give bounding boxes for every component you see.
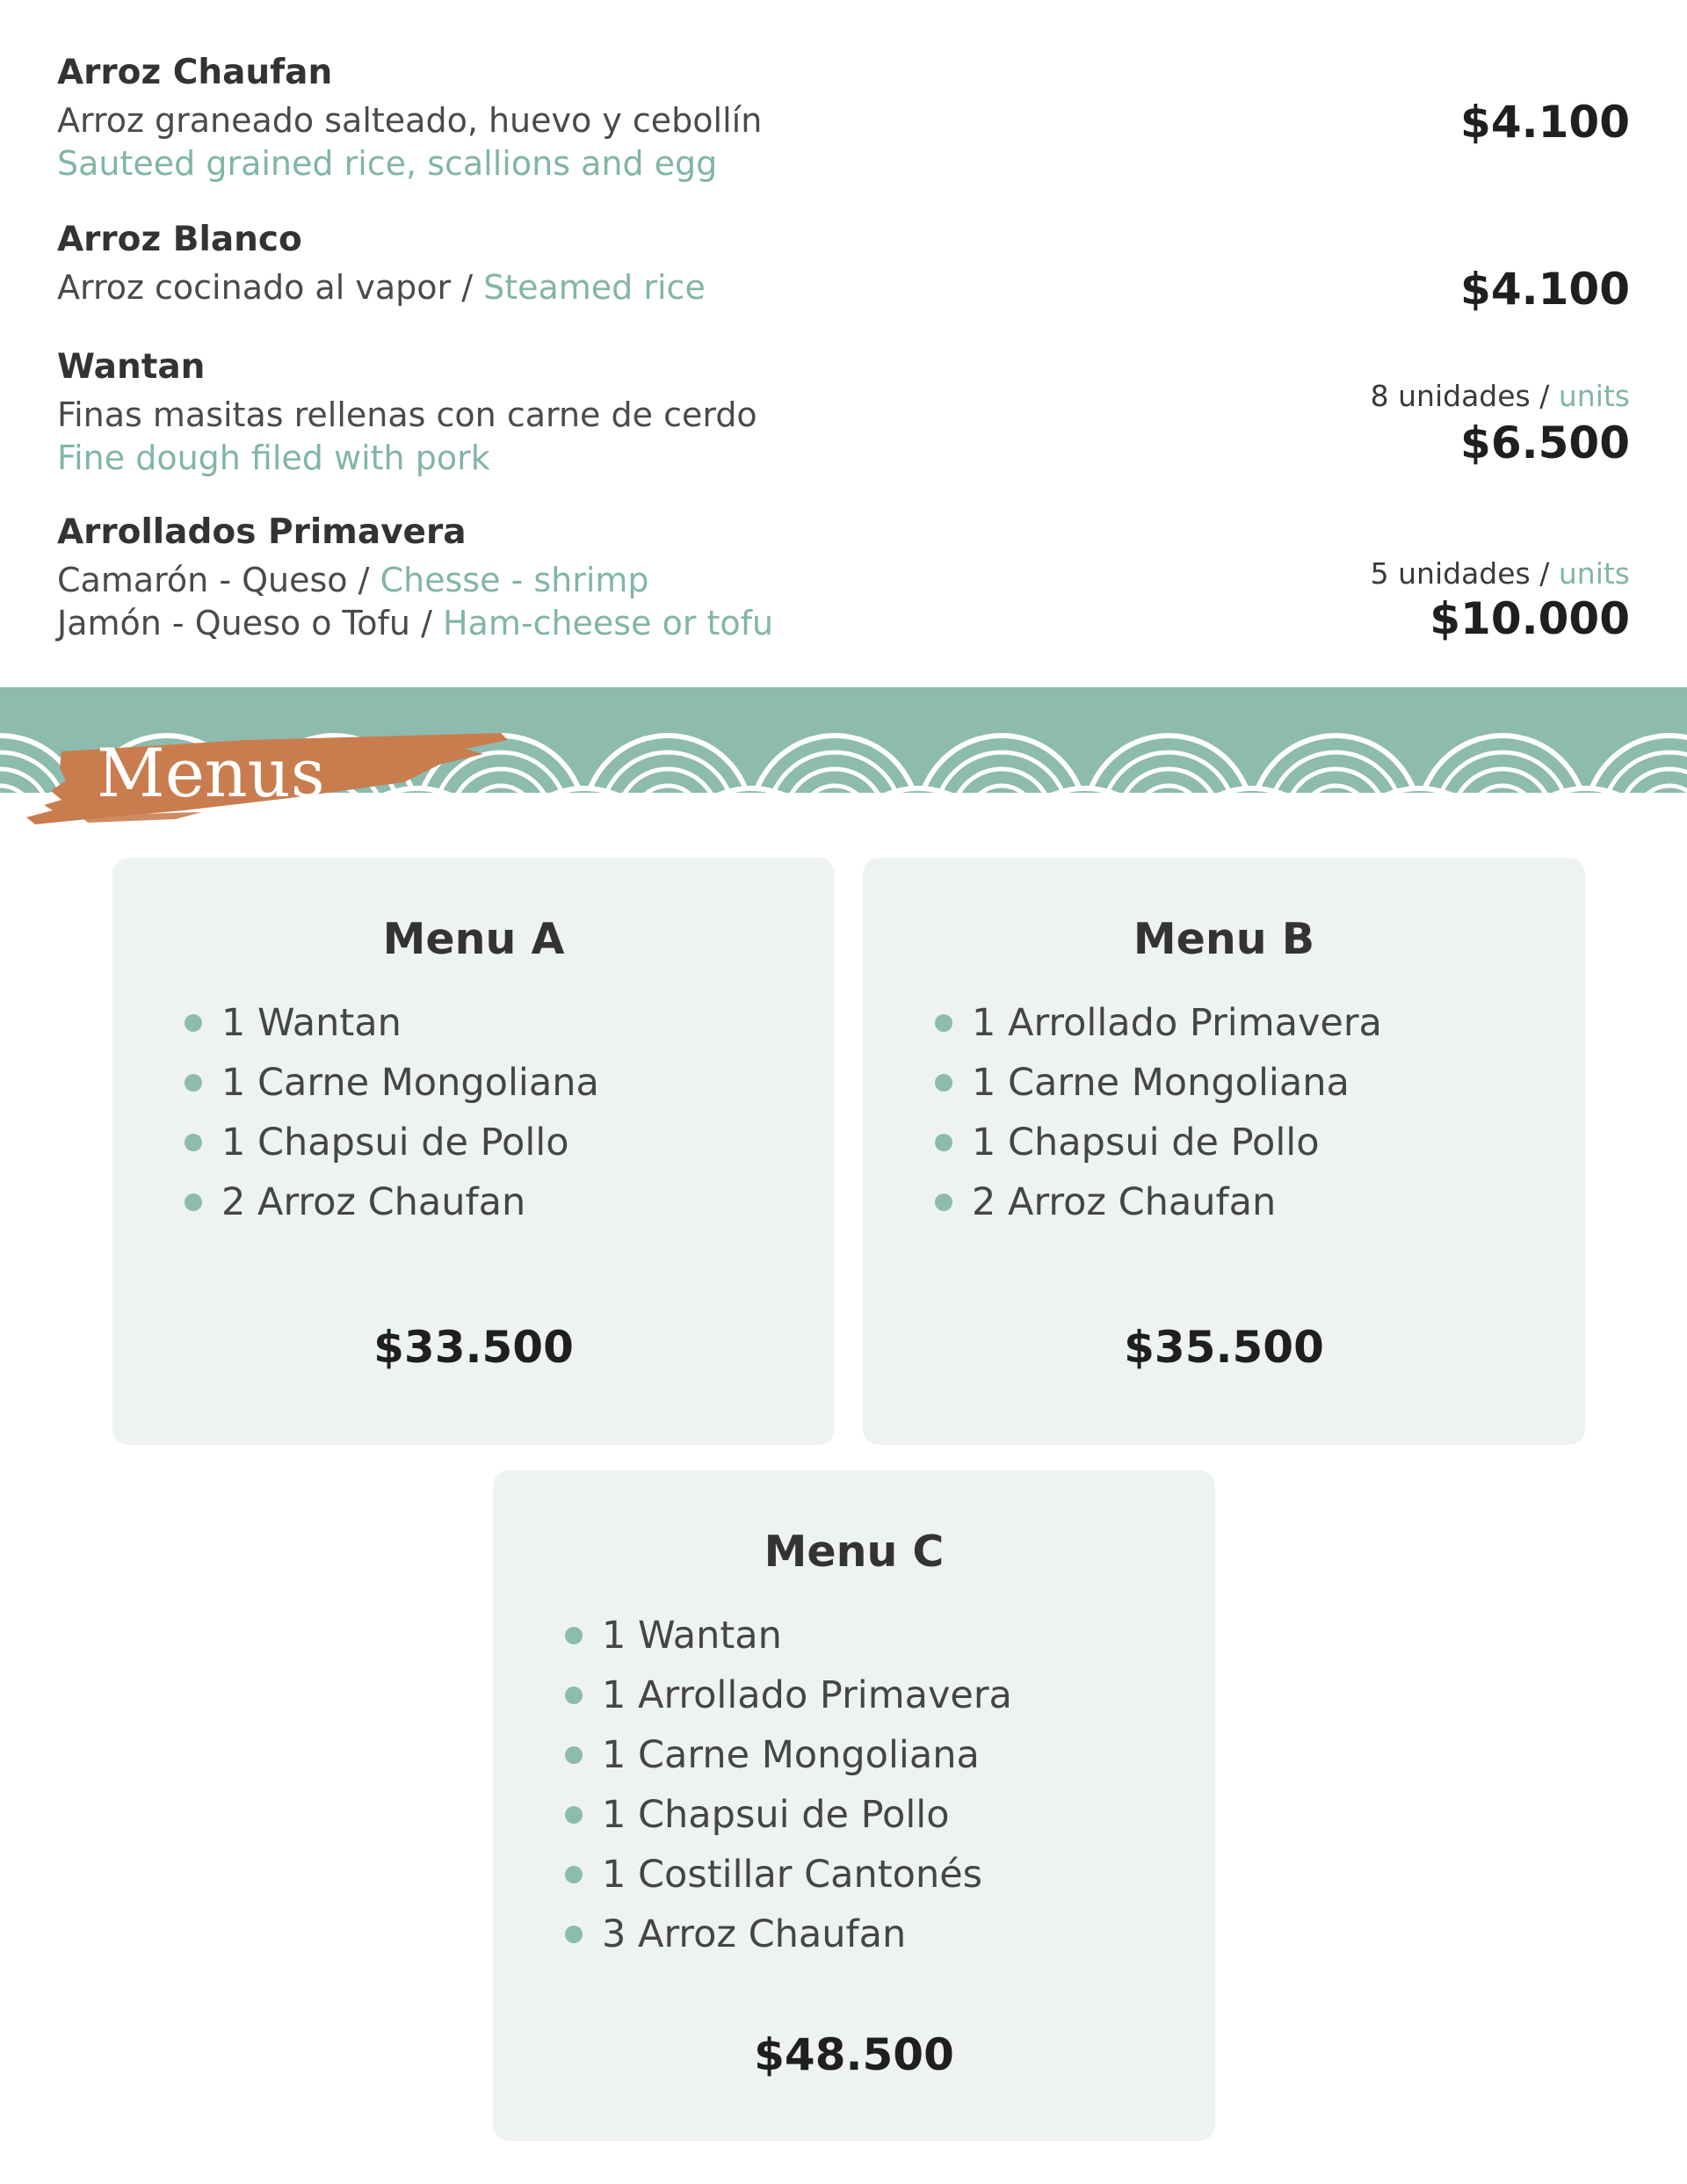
separator: /	[451, 268, 484, 307]
list-item	[935, 1053, 1382, 1113]
separator: /	[1530, 556, 1559, 591]
list-item-label: 1 Wantan	[221, 1001, 402, 1045]
item-description-en: Ham-cheese or tofu	[442, 604, 774, 642]
menu-price: $35.500	[1124, 1322, 1324, 1373]
section-title: Menus	[97, 734, 325, 812]
units-en: units	[1558, 379, 1630, 413]
menu-card-c	[493, 1470, 1215, 2141]
item-price: $10.000	[1430, 593, 1630, 644]
list-item-label: 1 Carne Mongoliana	[602, 1733, 980, 1777]
menu-price: $33.500	[373, 1322, 574, 1373]
list-item-label: 1 Chapsui de Pollo	[221, 1121, 569, 1165]
item-description-line-2	[57, 604, 773, 642]
item-description-en: Sauteed grained rice, scallions and egg	[57, 144, 718, 183]
item-units	[1371, 556, 1630, 591]
menu-item-arrollados-primavera	[57, 512, 1630, 653]
item-price: $6.500	[1460, 417, 1630, 468]
bullet-dot-icon	[935, 1194, 952, 1211]
list-item-label: 1 Carne Mongoliana	[221, 1061, 599, 1105]
bullet-dot-icon	[565, 1687, 583, 1704]
bullet-dot-icon	[565, 1806, 583, 1824]
item-name: Wantan	[57, 347, 206, 387]
list-item-label: 1 Chapsui de Pollo	[602, 1793, 950, 1837]
item-price: $4.100	[1460, 97, 1630, 148]
bullet-dot-icon	[185, 1134, 202, 1151]
item-description-es: Arroz cocinado al vapor	[57, 268, 452, 307]
menu-card-a	[112, 858, 835, 1445]
menu-title: Menu A	[382, 914, 565, 964]
item-description-es: Arroz graneado salteado, huevo y cebollín	[57, 101, 763, 140]
list-item	[565, 1725, 1012, 1785]
bullet-dot-icon	[935, 1014, 952, 1032]
menu-items-list	[935, 993, 1382, 1232]
bullet-dot-icon	[565, 1746, 583, 1764]
bullet-dot-icon	[185, 1074, 202, 1092]
list-item-label: 1 Costillar Cantonés	[602, 1853, 983, 1897]
menu-items-list	[185, 993, 599, 1232]
bullet-dot-icon	[565, 1627, 583, 1644]
list-item	[935, 1172, 1382, 1232]
bullet-dot-icon	[565, 1866, 583, 1883]
item-description-es: Camarón - Queso	[57, 561, 348, 599]
item-description-en: Fine dough filed with pork	[57, 439, 490, 477]
list-item	[935, 1113, 1382, 1172]
list-item	[185, 1053, 599, 1113]
item-name: Arrollados Primavera	[57, 512, 467, 552]
item-description-en: Chesse - shrimp	[380, 561, 649, 599]
bullet-dot-icon	[565, 1926, 583, 1943]
bullet-dot-icon	[185, 1014, 202, 1032]
list-item	[565, 1665, 1012, 1725]
list-item-label: 1 Chapsui de Pollo	[972, 1121, 1320, 1165]
item-name: Arroz Blanco	[57, 220, 302, 259]
list-item-label: 2 Arroz Chaufan	[221, 1180, 526, 1224]
list-item	[565, 1845, 1012, 1905]
item-description	[57, 268, 706, 307]
list-item-label: 1 Wantan	[602, 1614, 782, 1658]
menu-item-wantan	[57, 347, 1630, 488]
menu-title: Menu B	[1133, 914, 1315, 964]
menu-price: $48.500	[754, 2029, 954, 2080]
list-item	[935, 993, 1382, 1053]
item-description-en: Steamed rice	[483, 268, 706, 307]
separator: /	[410, 604, 443, 642]
list-item	[185, 1113, 599, 1172]
list-item-label: 1 Carne Mongoliana	[972, 1061, 1350, 1105]
list-item	[565, 1905, 1012, 1964]
item-description-es: Finas masitas rellenas con carne de cerdo	[57, 395, 757, 434]
item-name: Arroz Chaufan	[57, 53, 333, 92]
bullet-dot-icon	[185, 1194, 202, 1211]
list-item-label: 2 Arroz Chaufan	[972, 1180, 1277, 1224]
item-units	[1371, 379, 1630, 413]
list-item	[185, 1172, 599, 1232]
menu-item-arroz-blanco	[57, 220, 1630, 316]
item-description-line-1	[57, 561, 649, 599]
list-item	[185, 993, 599, 1053]
bullet-dot-icon	[935, 1134, 952, 1151]
separator: /	[1530, 379, 1559, 413]
list-item-label: 1 Arrollado Primavera	[972, 1001, 1382, 1045]
units-es: 5 unidades	[1370, 556, 1531, 591]
list-item	[565, 1785, 1012, 1845]
list-item-label: 1 Arrollado Primavera	[602, 1673, 1012, 1717]
units-es: 8 unidades	[1370, 379, 1531, 413]
menu-item-arroz-chaufan	[57, 53, 1630, 193]
menu-card-b	[863, 858, 1585, 1445]
menu-title: Menu C	[764, 1527, 945, 1577]
list-item	[565, 1606, 1012, 1665]
item-price: $4.100	[1460, 264, 1630, 315]
list-item-label: 3 Arroz Chaufan	[602, 1912, 907, 1956]
separator: /	[347, 561, 380, 599]
item-description-es: Jamón - Queso o Tofu	[57, 604, 411, 642]
menu-items-list	[565, 1606, 1012, 1964]
bullet-dot-icon	[935, 1074, 952, 1092]
units-en: units	[1558, 556, 1630, 591]
